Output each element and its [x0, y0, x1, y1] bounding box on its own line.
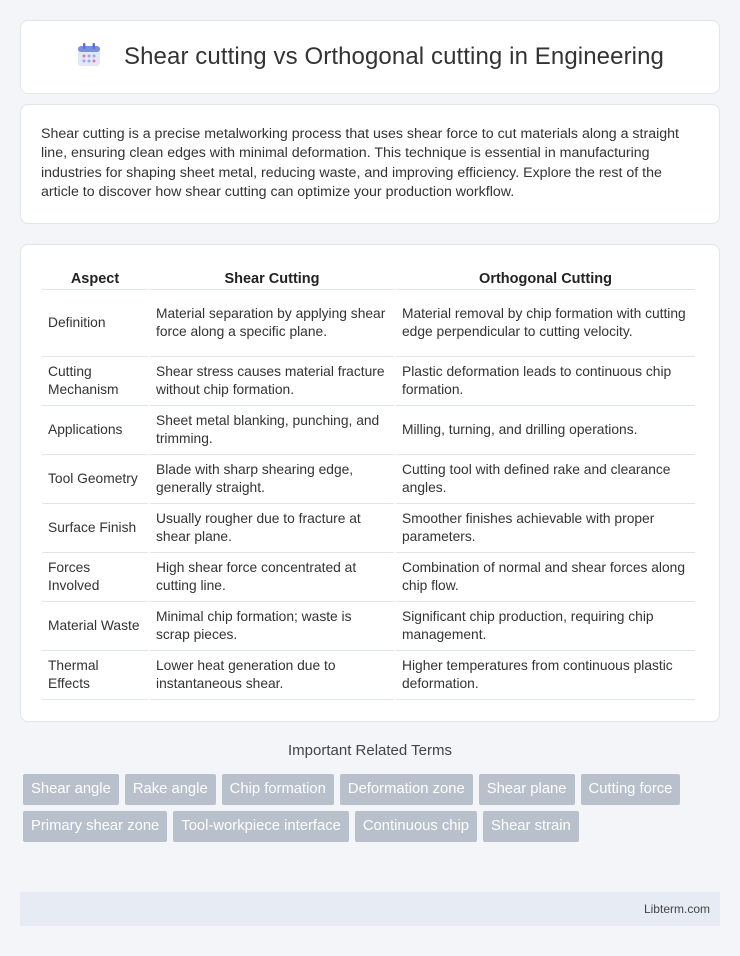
term-tag[interactable]: Rake angle [125, 774, 216, 805]
cell-orthogonal: Combination of normal and shear forces along chip flow. [396, 553, 695, 602]
intro-text: Shear cutting is a precise metalworking process that uses shear force to cut materials along a straight line, ensuring clean edges with minimal deformation. This technique is essential in manufacturing industries for shaping sheet metal, reducing waste, and improving efficiency. Explore the rest of the article to discover how shear cutting can optimize your production workflow. [41, 126, 679, 201]
page-title: Shear cutting vs Orthogonal cutting in Engineering [124, 43, 664, 70]
cell-orthogonal: Significant chip production, requiring chip management. [396, 602, 695, 651]
cell-aspect: Cutting Mechanism [42, 357, 148, 406]
table-row [42, 357, 695, 406]
term-tag[interactable]: Continuous chip [355, 811, 477, 842]
calendar-icon [76, 42, 102, 68]
related-terms-title: Important Related Terms [288, 742, 452, 759]
intro-card [20, 104, 720, 224]
cell-aspect: Thermal Effects [42, 651, 148, 700]
cell-shear: Sheet metal blanking, punching, and trimming. [150, 406, 394, 455]
term-tag[interactable]: Cutting force [581, 774, 681, 805]
cell-orthogonal: Plastic deformation leads to continuous chip formation. [396, 357, 695, 406]
term-tag[interactable]: Primary shear zone [23, 811, 167, 842]
term-tag[interactable]: Tool-workpiece interface [173, 811, 349, 842]
cell-orthogonal: Higher temperatures from continuous plastic deformation. [396, 651, 695, 700]
comparison-card [20, 244, 720, 722]
table-row [42, 290, 695, 357]
table-row [42, 406, 695, 455]
footer-site-link[interactable]: Libterm.com [643, 902, 710, 916]
table-row [42, 602, 695, 651]
header-orthogonal-cutting: Orthogonal Cutting [396, 265, 695, 290]
table-row [42, 455, 695, 504]
cell-shear: Minimal chip formation; waste is scrap pieces. [150, 602, 394, 651]
term-tag[interactable]: Shear angle [23, 774, 119, 805]
cell-aspect: Applications [42, 406, 148, 455]
cell-shear: High shear force concentrated at cutting line. [150, 553, 394, 602]
footer [20, 892, 720, 926]
table-header-row [42, 265, 695, 290]
table-row [42, 553, 695, 602]
cell-shear: Lower heat generation due to instantaneous shear. [150, 651, 394, 700]
cell-aspect: Definition [42, 290, 148, 357]
cell-shear: Shear stress causes material fracture without chip formation. [150, 357, 394, 406]
header-shear-cutting: Shear Cutting [150, 265, 394, 290]
related-terms-list [23, 774, 723, 848]
table-row [42, 504, 695, 553]
cell-aspect: Surface Finish [42, 504, 148, 553]
cell-orthogonal: Smoother finishes achievable with proper parameters. [396, 504, 695, 553]
cell-aspect: Material Waste [42, 602, 148, 651]
cell-aspect: Forces Involved [42, 553, 148, 602]
cell-aspect: Tool Geometry [42, 455, 148, 504]
cell-shear: Blade with sharp shearing edge, generally straight. [150, 455, 394, 504]
term-tag[interactable]: Chip formation [222, 774, 334, 805]
header-aspect: Aspect [42, 265, 148, 290]
cell-orthogonal: Milling, turning, and drilling operations. [396, 406, 695, 455]
cell-shear: Usually rougher due to fracture at shear plane. [150, 504, 394, 553]
comparison-table [40, 265, 697, 700]
table-row [42, 651, 695, 700]
term-tag[interactable]: Shear strain [483, 811, 579, 842]
term-tag[interactable]: Shear plane [479, 774, 575, 805]
cell-shear: Material separation by applying shear force along a specific plane. [150, 290, 394, 357]
term-tag[interactable]: Deformation zone [340, 774, 473, 805]
cell-orthogonal: Material removal by chip formation with cutting edge perpendicular to cutting velocity. [396, 290, 695, 357]
cell-orthogonal: Cutting tool with defined rake and clearance angles. [396, 455, 695, 504]
header-card [20, 20, 720, 94]
